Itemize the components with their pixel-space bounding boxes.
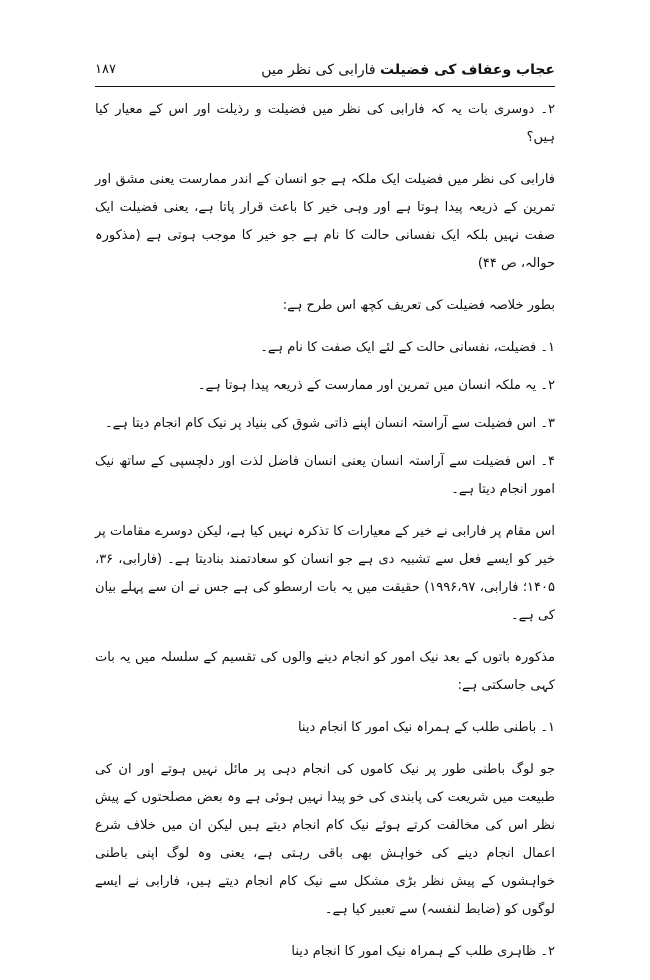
paragraph-classification-intro: مذکورہ باتوں کے بعد نیک امور کو انجام دینے والوں کی تقسیم کے سلسلہ میں یہ بات کہی جاسکتی ہے: [95,650,555,693]
list-item-2: ۲۔ یہ ملکہ انسان میں تمرین اور ممارست کے ذریعہ پیدا ہوتا ہے۔ [197,378,555,393]
body-text [95,96,555,980]
paragraph-farabi-khayr: اس مقام پر فارابی نے خیر کے معیارات کا تذکرہ نہیں کیا ہے، لیکن دوسرے مقامات پر خیر کو ایسے فعل سے تشبیہ دی ہے جو انسان کو سعادتمند بنادیتا ہے۔ (فارابی، ۳۶، ۱۴۰۵؛ فارابی، ۱۹۹۶،۹۷) حقیقت میں یہ بات ارسطو کی ہے جس نے ان سے پہلے بیان کی ہے۔ [95,524,555,623]
list-item-4: ۴۔ اس فضیلت سے آراستہ انسان یعنی انسان فاضل لذت اور دلچسپی کے ساتھ نیک امور انجام دیتا ہے۔ [95,454,555,497]
header-title-bold: عجاب وعفاف کی فضیلت [380,62,555,78]
paragraph-question: ۲۔ دوسری بات یہ کہ فارابی کی نظر میں فضیلت و رذیلت اور اس کے معیار کیا ہیں؟ [95,102,555,145]
header-title [261,62,555,78]
subheading-inner-desire: ۱۔ باطنی طلب کے ہمراہ نیک امور کا انجام دینا [297,720,555,735]
paragraph-summary-intro: بطور خلاصہ فضیلت کی تعریف کچھ اس طرح ہے: [282,298,555,313]
page-number: ۱۸۷ [95,62,116,77]
header-title-rest: فارابی کی نظر میں [261,62,381,78]
running-header [95,60,555,87]
subheading-outer-desire: ۲۔ ظاہری طلب کے ہمراہ نیک امور کا انجام دینا [291,944,555,959]
paragraph-definition: فارابی کی نظر میں فضیلت ایک ملکہ ہے جو انسان کے اندر ممارست یعنی مشق اور تمرین کے ذریعہ پیدا ہوتا ہے اور وہی خیر کا باعث قرار پاتا ہے، یعنی فضیلت ایک صفت نہیں بلکہ ایک نفسانی حالت کا نام ہے جو خیر کا موجب ہوتی ہے (مذکورہ حوالہ، ص ۴۴) [95,172,555,271]
paragraph-inner-desire: جو لوگ باطنی طور پر نیک کاموں کی انجام دہی پر مائل نہیں ہوتے اور ان کی طبیعت میں شریعت کی پابندی کی خو پیدا نہیں ہوئی ہے وہ بعض مصلحتوں کے پیش نظر اس کی مخالفت کرتے ہوئے نیک کام انجام دیتے ہیں لیکن ان میں خلاف شرع اعمال انجام دینے کی خواہش بھی باقی رہتی ہے، یعنی وہ لوگ اپنی باطنی خواہشوں کے پیش نظر بڑی مشکل سے نیک کام انجام دیتے ہیں، فارابی نے ایسے لوگوں کو (ضابط لنفسہ) سے تعبیر کیا ہے۔ [95,762,555,917]
list-item-1: ۱۔ فضیلت، نفسانی حالت کے لئے ایک صفت کا نام ہے۔ [260,340,555,355]
list-item-3: ۳۔ اس فضیلت سے آراستہ انسان اپنے ذاتی شوق کی بنیاد پر نیک کام انجام دیتا ہے۔ [105,416,555,431]
